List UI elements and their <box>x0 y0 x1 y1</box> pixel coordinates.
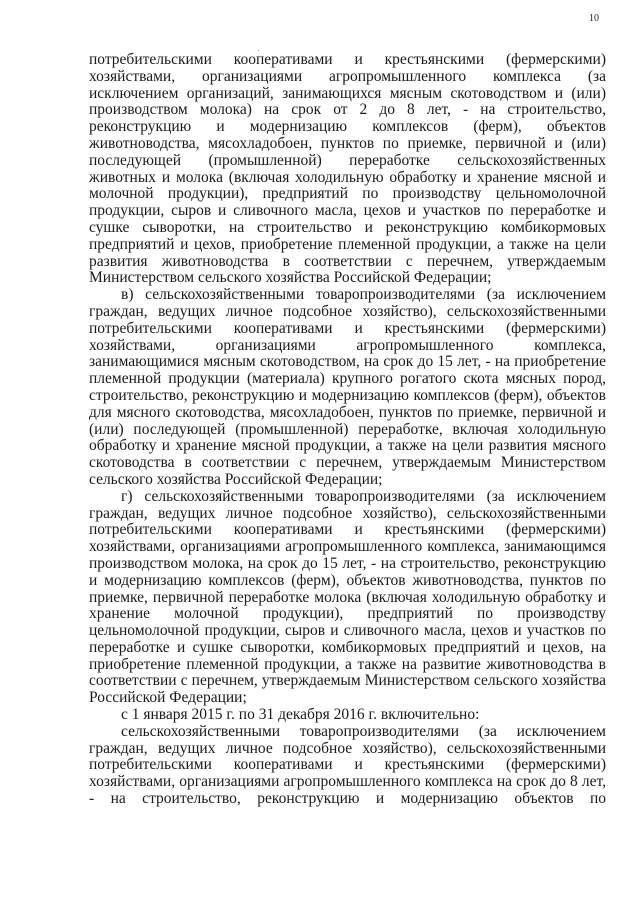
paragraph-period-heading: с 1 января 2015 г. по 31 декабря 2016 г. включительно: <box>121 706 480 724</box>
paragraph-item-g: г) сельскохозяйственными товаропроизводителями (за исключением граждан, ведущих личное подсобное хозяйство), сельскохозяйственными потребительскими кооперативами и крестьянскими (фермерскими) хозяйствами, организациями агропромышленного комплекса, занимающимся производством молока, на срок до 15 лет, - на строительство, реконструкцию и модернизацию комплексов (ферм), объектов животноводства, пунктов по приемке, первичной переработке молока (включая холодильную обработку и хранение молочной продукции), предприятий по производству цельномолочной продукции, сыров и сливочного масла, цехов и участков по переработке и сушке сыворотки, комбикормовых предприятий и цехов, на приобретение племенной продукции, а также на развитие животноводства в соответствии с перечнем, утверждаемым Министерством сельского хозяйства Российской Федерации; <box>89 487 606 707</box>
document-body <box>89 52 606 808</box>
paragraph-period-body: сельскохозяйственными товаропроизводителями (за исключением граждан, ведущих личное подсобное хозяйство), сельскохозяйственными потребительскими кооперативами и крестьянскими (фермерскими) хозяйствами, организациями агропромышленного комплекса на срок до 8 лет, - на строительство, реконструкцию и модернизацию объектов по <box>89 722 606 808</box>
paragraph-continuation: потребительскими кооперативами и крестьянскими (фермерскими) хозяйствами, организациями агропромышленного комплекса (за исключением организаций, занимающихся мясным скотоводством и (или) производством молока) на срок от 2 до 8 лет, - на строительство, реконструкцию и модернизацию комплексов (ферм), объектов животноводства, мясохладобоен, пунктов по приемке, первичной и (или) последующей (промышленной) переработке сельскохозяйственных животных и молока (включая холодильную обработку и хранение мясной и молочной продукции), предприятий по производству цельномолочной продукции, сыров и сливочного масла, цехов и участков по переработке и сушке сыворотки, на строительство и реконструкцию комбикормовых предприятий и цехов, приобретение племенной продукции, а также на цели развития животноводства в соответствии с перечнем, утверждаемым Министерством сельского хозяйства Российской Федерации; <box>89 51 606 287</box>
page-number: 10 <box>589 13 599 24</box>
paragraph-item-v: в) сельскохозяйственными товаропроизводителями (за исключением граждан, ведущих личное подсобное хозяйство), сельскохозяйственными потребительскими кооперативами и крестьянскими (фермерскими) хозяйствами, организациями агропромышленного комплекса, занимающимися мясным скотоводством, на срок до 15 лет, - на приобретение племенной продукции (материала) крупного рогатого скота мясных пород, строительство, реконструкцию и модернизацию комплексов (ферм), объектов для мясного скотоводства, мясохладобоен, пунктов по приемке, первичной и (или) последующей (промышленной) переработке, включая холодильную обработку и хранение мясной продукции, а также на цели развития мясного скотоводства в соответствии с перечнем, утверждаемым Министерством сельского хозяйства Российской Федерации; <box>89 286 606 488</box>
